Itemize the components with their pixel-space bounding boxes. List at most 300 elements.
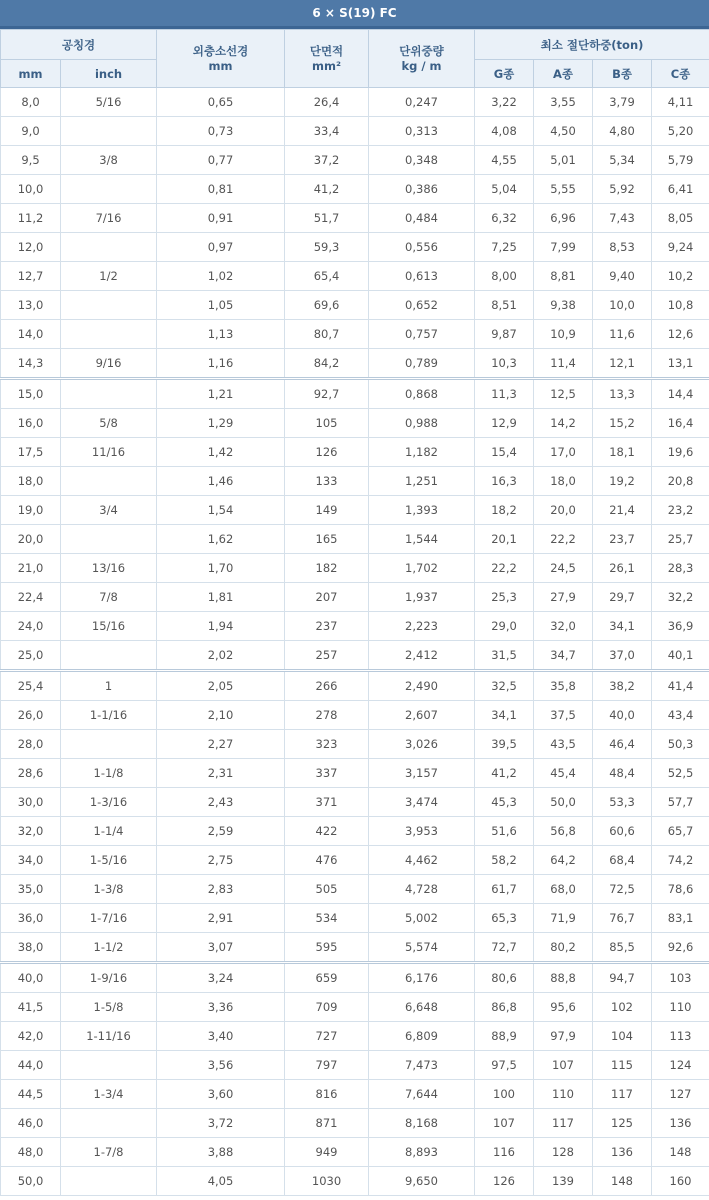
cell-outer-wire: 1,21 [157,379,285,409]
cell-mm: 32,0 [1,817,61,846]
cell-inch: 1/2 [61,262,157,291]
header-cross-section [285,30,369,88]
cell-outer-wire: 2,75 [157,846,285,875]
cell-outer-wire: 0,81 [157,175,285,204]
cell-cross-section: 65,4 [285,262,369,291]
cell-inch: 1-9/16 [61,963,157,993]
cell-inch [61,525,157,554]
cell-outer-wire: 1,16 [157,349,285,379]
cell-inch [61,467,157,496]
cell-unit-weight: 4,728 [369,875,475,904]
cell-grade-b: 76,7 [593,904,652,933]
cell-grade-g: 25,3 [475,583,534,612]
cell-grade-a: 8,81 [534,262,593,291]
cell-outer-wire: 3,07 [157,933,285,963]
cell-unit-weight: 2,607 [369,701,475,730]
cell-grade-c: 6,41 [652,175,709,204]
cell-inch: 1-1/8 [61,759,157,788]
table-row [1,1022,709,1051]
header-outer-wire-label: 외층소선경 [192,43,249,58]
cell-grade-b: 53,3 [593,788,652,817]
cell-outer-wire: 0,97 [157,233,285,262]
table-row [1,379,709,409]
cell-unit-weight: 2,490 [369,671,475,701]
cell-mm: 16,0 [1,409,61,438]
cell-cross-section: 165 [285,525,369,554]
cell-unit-weight: 5,002 [369,904,475,933]
cell-cross-section: 797 [285,1051,369,1080]
cell-grade-b: 60,6 [593,817,652,846]
cell-cross-section: 84,2 [285,349,369,379]
cell-grade-c: 16,4 [652,409,709,438]
table-row [1,933,709,963]
cell-grade-a: 50,0 [534,788,593,817]
cell-mm: 26,0 [1,701,61,730]
cell-unit-weight: 4,462 [369,846,475,875]
cell-outer-wire: 3,60 [157,1080,285,1109]
header-unit-weight-unit: kg / m [401,58,442,73]
cell-outer-wire: 1,13 [157,320,285,349]
cell-grade-a: 32,0 [534,612,593,641]
cell-mm: 40,0 [1,963,61,993]
cell-cross-section: 59,3 [285,233,369,262]
cell-grade-g: 6,32 [475,204,534,233]
cell-outer-wire: 1,42 [157,438,285,467]
table-row [1,88,709,117]
cell-mm: 38,0 [1,933,61,963]
cell-grade-g: 4,08 [475,117,534,146]
cell-grade-a: 7,99 [534,233,593,262]
cell-grade-c: 110 [652,993,709,1022]
cell-unit-weight: 0,613 [369,262,475,291]
cell-grade-a: 22,2 [534,525,593,554]
cell-outer-wire: 2,05 [157,671,285,701]
cell-mm: 42,0 [1,1022,61,1051]
cell-inch [61,379,157,409]
cell-cross-section: 709 [285,993,369,1022]
cell-grade-g: 72,7 [475,933,534,963]
cell-grade-a: 11,4 [534,349,593,379]
cell-grade-g: 80,6 [475,963,534,993]
table-row [1,846,709,875]
cell-grade-a: 9,38 [534,291,593,320]
cell-inch: 1-7/8 [61,1138,157,1167]
table-row [1,817,709,846]
cell-grade-b: 19,2 [593,467,652,496]
cell-mm: 18,0 [1,467,61,496]
cell-grade-b: 38,2 [593,671,652,701]
cell-grade-g: 34,1 [475,701,534,730]
cell-mm: 9,5 [1,146,61,175]
table-row [1,554,709,583]
cell-unit-weight: 8,893 [369,1138,475,1167]
cell-inch: 3/8 [61,146,157,175]
table-row [1,701,709,730]
cell-grade-g: 16,3 [475,467,534,496]
cell-inch [61,730,157,759]
cell-inch: 15/16 [61,612,157,641]
cell-mm: 48,0 [1,1138,61,1167]
cell-inch [61,641,157,671]
cell-inch: 3/4 [61,496,157,525]
cell-cross-section: 51,7 [285,204,369,233]
cell-grade-b: 115 [593,1051,652,1080]
cell-grade-c: 78,6 [652,875,709,904]
cell-inch: 11/16 [61,438,157,467]
cell-unit-weight: 0,313 [369,117,475,146]
cell-unit-weight: 3,026 [369,730,475,759]
cell-cross-section: 149 [285,496,369,525]
cell-cross-section: 323 [285,730,369,759]
cell-grade-a: 95,6 [534,993,593,1022]
cell-outer-wire: 1,54 [157,496,285,525]
cell-grade-g: 20,1 [475,525,534,554]
table-row [1,1080,709,1109]
cell-unit-weight: 0,556 [369,233,475,262]
cell-grade-b: 13,3 [593,379,652,409]
cell-outer-wire: 2,31 [157,759,285,788]
cell-grade-c: 14,4 [652,379,709,409]
cell-cross-section: 505 [285,875,369,904]
cell-grade-c: 136 [652,1109,709,1138]
cell-mm: 21,0 [1,554,61,583]
cell-unit-weight: 0,988 [369,409,475,438]
cell-mm: 36,0 [1,904,61,933]
cell-grade-g: 8,51 [475,291,534,320]
cell-mm: 50,0 [1,1167,61,1196]
cell-grade-c: 5,79 [652,146,709,175]
cell-grade-a: 12,5 [534,379,593,409]
cell-unit-weight: 0,484 [369,204,475,233]
cell-grade-g: 29,0 [475,612,534,641]
cell-mm: 46,0 [1,1109,61,1138]
header-grade-a: A종 [534,60,593,88]
table-row [1,788,709,817]
table-row [1,117,709,146]
cell-inch: 7/8 [61,583,157,612]
cell-unit-weight: 2,223 [369,612,475,641]
cell-grade-b: 37,0 [593,641,652,671]
cell-inch: 1-5/16 [61,846,157,875]
cell-inch [61,291,157,320]
cell-grade-c: 36,9 [652,612,709,641]
cell-cross-section: 237 [285,612,369,641]
cell-mm: 14,3 [1,349,61,379]
cell-grade-g: 88,9 [475,1022,534,1051]
cell-grade-a: 107 [534,1051,593,1080]
cell-grade-c: 10,8 [652,291,709,320]
cell-unit-weight: 1,393 [369,496,475,525]
cell-outer-wire: 1,94 [157,612,285,641]
cell-grade-c: 57,7 [652,788,709,817]
cell-unit-weight: 0,386 [369,175,475,204]
cell-grade-c: 83,1 [652,904,709,933]
cell-grade-a: 34,7 [534,641,593,671]
cell-grade-g: 97,5 [475,1051,534,1080]
table-row [1,438,709,467]
cell-cross-section: 257 [285,641,369,671]
cell-grade-c: 148 [652,1138,709,1167]
cell-grade-c: 10,2 [652,262,709,291]
cell-cross-section: 37,2 [285,146,369,175]
cell-mm: 44,5 [1,1080,61,1109]
header-outer-wire-diameter [157,30,285,88]
cell-grade-g: 11,3 [475,379,534,409]
cell-cross-section: 33,4 [285,117,369,146]
cell-grade-a: 14,2 [534,409,593,438]
cell-outer-wire: 1,62 [157,525,285,554]
cell-unit-weight: 6,648 [369,993,475,1022]
cell-outer-wire: 2,59 [157,817,285,846]
cell-cross-section: 337 [285,759,369,788]
cell-grade-a: 88,8 [534,963,593,993]
cell-unit-weight: 0,348 [369,146,475,175]
table-row [1,1167,709,1196]
cell-cross-section: 476 [285,846,369,875]
cell-unit-weight: 3,157 [369,759,475,788]
cell-grade-a: 117 [534,1109,593,1138]
cell-grade-b: 102 [593,993,652,1022]
cell-grade-g: 58,2 [475,846,534,875]
cell-cross-section: 182 [285,554,369,583]
cell-grade-b: 46,4 [593,730,652,759]
cell-outer-wire: 0,77 [157,146,285,175]
cell-grade-b: 8,53 [593,233,652,262]
cell-grade-g: 12,9 [475,409,534,438]
cell-unit-weight: 3,474 [369,788,475,817]
cell-grade-b: 26,1 [593,554,652,583]
cell-grade-c: 43,4 [652,701,709,730]
cell-grade-c: 65,7 [652,817,709,846]
cell-grade-c: 160 [652,1167,709,1196]
header-unit-weight [369,30,475,88]
cell-mm: 44,0 [1,1051,61,1080]
header-grade-g: G종 [475,60,534,88]
cell-grade-b: 21,4 [593,496,652,525]
cell-grade-b: 12,1 [593,349,652,379]
cell-inch: 5/8 [61,409,157,438]
header-cross-section-label: 단면적 [309,43,344,58]
cell-mm: 22,4 [1,583,61,612]
table-row [1,262,709,291]
cell-grade-a: 17,0 [534,438,593,467]
cell-inch: 1-3/4 [61,1080,157,1109]
table-row [1,175,709,204]
cell-outer-wire: 2,83 [157,875,285,904]
cell-grade-g: 45,3 [475,788,534,817]
cell-cross-section: 595 [285,933,369,963]
cell-cross-section: 816 [285,1080,369,1109]
cell-grade-g: 51,6 [475,817,534,846]
cell-grade-c: 124 [652,1051,709,1080]
cell-grade-c: 25,7 [652,525,709,554]
cell-mm: 28,6 [1,759,61,788]
cell-grade-b: 72,5 [593,875,652,904]
cell-grade-a: 3,55 [534,88,593,117]
cell-mm: 25,4 [1,671,61,701]
cell-cross-section: 278 [285,701,369,730]
cell-outer-wire: 1,02 [157,262,285,291]
cell-grade-a: 5,01 [534,146,593,175]
wire-rope-spec-table [0,29,709,1196]
cell-grade-a: 128 [534,1138,593,1167]
cell-cross-section: 26,4 [285,88,369,117]
cell-inch [61,175,157,204]
cell-grade-g: 107 [475,1109,534,1138]
cell-grade-g: 7,25 [475,233,534,262]
cell-grade-b: 29,7 [593,583,652,612]
cell-unit-weight: 1,937 [369,583,475,612]
cell-mm: 41,5 [1,993,61,1022]
cell-cross-section: 105 [285,409,369,438]
cell-grade-b: 5,34 [593,146,652,175]
cell-outer-wire: 3,56 [157,1051,285,1080]
cell-grade-g: 10,3 [475,349,534,379]
cell-outer-wire: 1,29 [157,409,285,438]
cell-grade-g: 65,3 [475,904,534,933]
cell-grade-a: 27,9 [534,583,593,612]
cell-grade-c: 92,6 [652,933,709,963]
cell-grade-c: 20,8 [652,467,709,496]
table-row [1,409,709,438]
cell-grade-a: 10,9 [534,320,593,349]
table-row [1,204,709,233]
cell-mm: 11,2 [1,204,61,233]
cell-inch: 1-3/16 [61,788,157,817]
cell-mm: 12,0 [1,233,61,262]
cell-grade-b: 7,43 [593,204,652,233]
table-row [1,641,709,671]
cell-inch: 1 [61,671,157,701]
cell-grade-b: 23,7 [593,525,652,554]
cell-grade-b: 136 [593,1138,652,1167]
cell-grade-g: 18,2 [475,496,534,525]
cell-grade-b: 40,0 [593,701,652,730]
cell-cross-section: 92,7 [285,379,369,409]
cell-grade-a: 18,0 [534,467,593,496]
cell-grade-g: 4,55 [475,146,534,175]
cell-grade-c: 74,2 [652,846,709,875]
cell-grade-c: 12,6 [652,320,709,349]
cell-cross-section: 871 [285,1109,369,1138]
cell-mm: 8,0 [1,88,61,117]
cell-outer-wire: 2,91 [157,904,285,933]
table-row [1,291,709,320]
cell-outer-wire: 3,88 [157,1138,285,1167]
cell-cross-section: 371 [285,788,369,817]
cell-grade-b: 4,80 [593,117,652,146]
cell-grade-b: 9,40 [593,262,652,291]
cell-grade-g: 15,4 [475,438,534,467]
cell-grade-g: 8,00 [475,262,534,291]
cell-grade-a: 24,5 [534,554,593,583]
cell-grade-a: 4,50 [534,117,593,146]
cell-grade-c: 32,2 [652,583,709,612]
cell-grade-c: 19,6 [652,438,709,467]
cell-inch: 1-3/8 [61,875,157,904]
cell-grade-g: 61,7 [475,875,534,904]
header-unit-weight-label: 단위중량 [399,43,444,58]
cell-grade-b: 11,6 [593,320,652,349]
cell-grade-c: 52,5 [652,759,709,788]
table-row [1,320,709,349]
cell-unit-weight: 9,650 [369,1167,475,1196]
cell-grade-b: 68,4 [593,846,652,875]
cell-mm: 34,0 [1,846,61,875]
table-row [1,1051,709,1080]
cell-inch: 1-7/16 [61,904,157,933]
cell-inch [61,1109,157,1138]
cell-grade-b: 18,1 [593,438,652,467]
table-row [1,349,709,379]
cell-unit-weight: 0,247 [369,88,475,117]
cell-grade-g: 116 [475,1138,534,1167]
table-title: 6 × S(19) FC [0,0,709,29]
table-row [1,146,709,175]
cell-cross-section: 207 [285,583,369,612]
cell-grade-c: 8,05 [652,204,709,233]
cell-grade-b: 125 [593,1109,652,1138]
cell-unit-weight: 6,176 [369,963,475,993]
cell-grade-a: 71,9 [534,904,593,933]
cell-inch: 1-1/2 [61,933,157,963]
cell-inch [61,320,157,349]
cell-cross-section: 1030 [285,1167,369,1196]
cell-grade-a: 5,55 [534,175,593,204]
cell-outer-wire: 2,43 [157,788,285,817]
cell-mm: 20,0 [1,525,61,554]
cell-outer-wire: 3,36 [157,993,285,1022]
cell-mm: 14,0 [1,320,61,349]
table-row [1,963,709,993]
cell-grade-a: 110 [534,1080,593,1109]
cell-grade-a: 56,8 [534,817,593,846]
cell-inch: 9/16 [61,349,157,379]
header-min-breaking-load: 최소 절단하중(ton) [475,30,709,60]
cell-inch [61,233,157,262]
cell-unit-weight: 3,953 [369,817,475,846]
cell-grade-b: 3,79 [593,88,652,117]
cell-inch: 1-11/16 [61,1022,157,1051]
cell-unit-weight: 0,789 [369,349,475,379]
cell-mm: 9,0 [1,117,61,146]
cell-unit-weight: 8,168 [369,1109,475,1138]
cell-outer-wire: 1,05 [157,291,285,320]
table-row [1,467,709,496]
cell-grade-a: 43,5 [534,730,593,759]
cell-grade-c: 13,1 [652,349,709,379]
cell-cross-section: 126 [285,438,369,467]
cell-inch: 1-1/4 [61,817,157,846]
table-row [1,904,709,933]
cell-outer-wire: 0,73 [157,117,285,146]
cell-outer-wire: 1,81 [157,583,285,612]
cell-inch: 5/16 [61,88,157,117]
cell-mm: 13,0 [1,291,61,320]
cell-grade-c: 113 [652,1022,709,1051]
cell-unit-weight: 0,868 [369,379,475,409]
cell-mm: 10,0 [1,175,61,204]
cell-grade-c: 23,2 [652,496,709,525]
table-row [1,759,709,788]
cell-grade-a: 80,2 [534,933,593,963]
cell-grade-b: 48,4 [593,759,652,788]
header-cross-section-unit: mm² [312,58,342,73]
table-row [1,496,709,525]
cell-grade-c: 9,24 [652,233,709,262]
table-row [1,1109,709,1138]
cell-cross-section: 69,6 [285,291,369,320]
